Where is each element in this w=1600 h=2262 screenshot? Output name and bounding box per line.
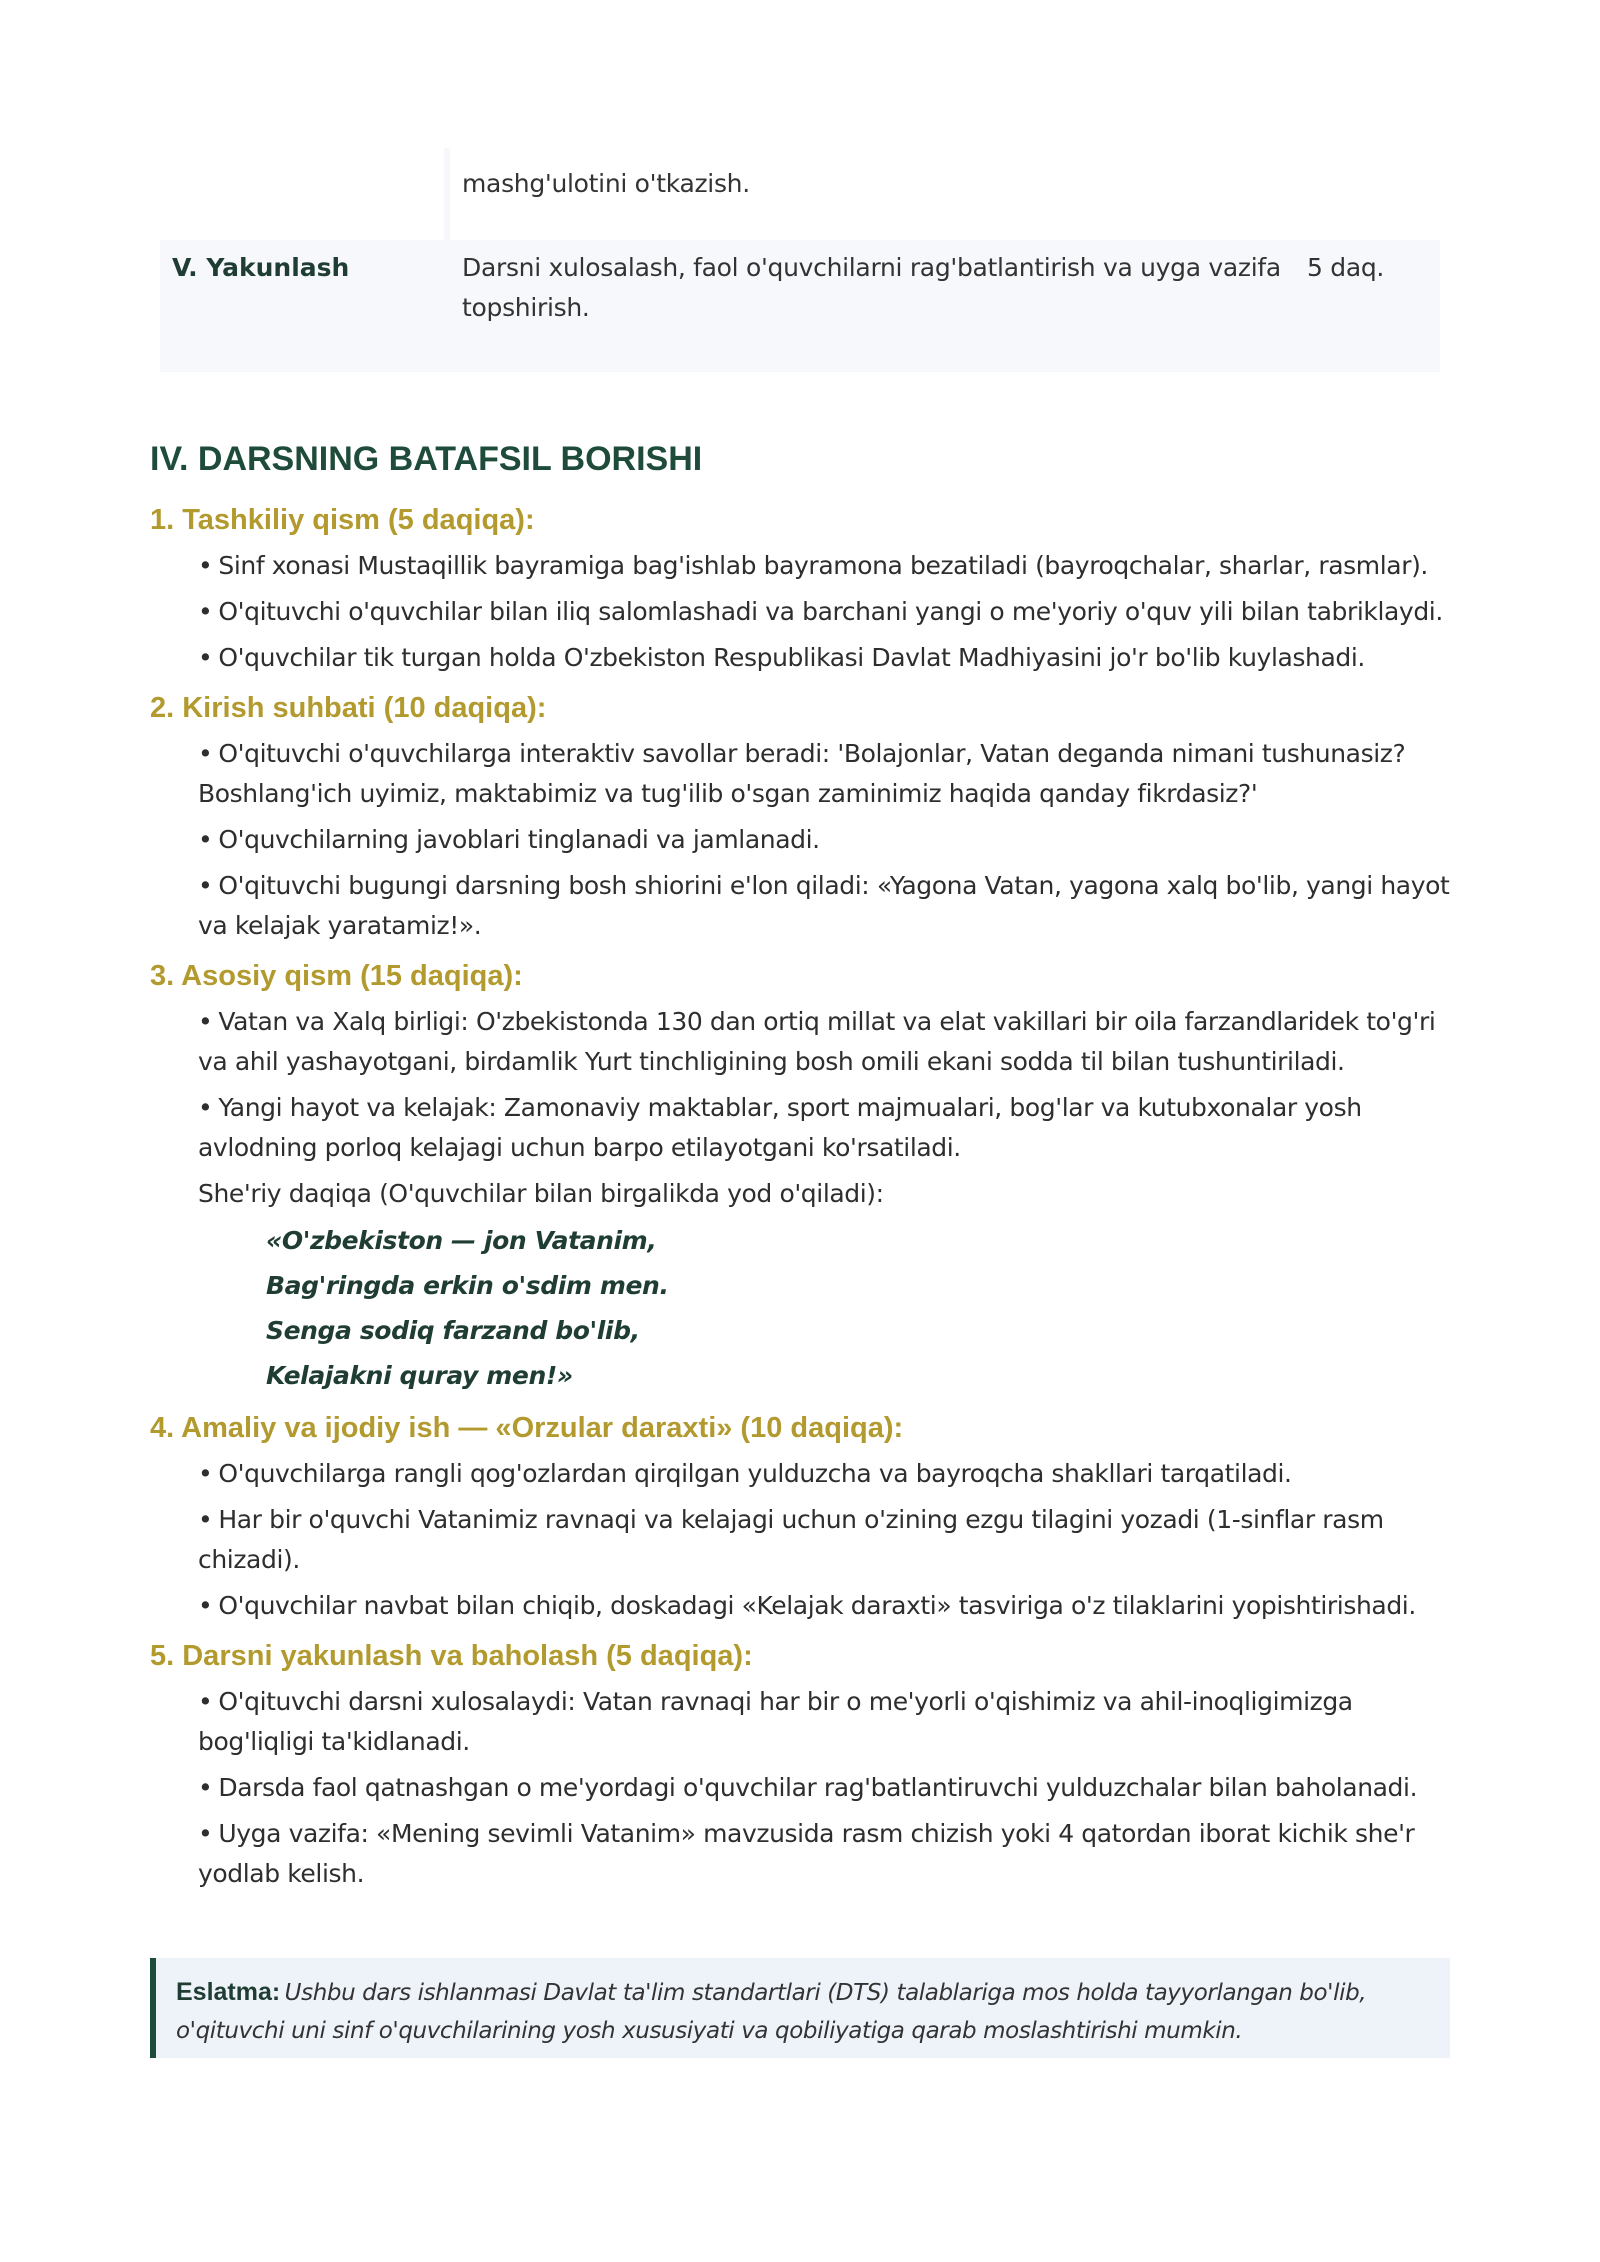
- part-heading: 3. Asosiy qism (15 daqiqa):: [150, 960, 523, 992]
- list-item: • Vatan va Xalq birligi: O'zbekistonda 130 dan ortiq millat va elat vakillari bir oila farzandlaridek to'g'ri va ahil yashayotgani, birdamlik Yurt tinchligining bosh omili ekani sodda til bilan tushuntiriladi.: [198, 1007, 1436, 1076]
- note-text: Ushbu dars ishlanmasi Davlat ta'lim standartlari (DTS) talablariga mos holda tayyorlangan bo'lib, o'qituvchi uni sinf o'quvchilarining yosh xususiyati va qobiliyatiga qarab moslashtirishi mumkin.: [176, 1980, 1367, 2044]
- part-introduction: [150, 688, 1450, 946]
- poem-line: Kelajakni quray men!»: [266, 1361, 573, 1390]
- list-item: • O'quvchilar tik turgan holda O'zbekiston Respublikasi Davlat Madhiyasini jo'r bo'lib kuylashadi.: [198, 643, 1365, 672]
- list-item: • Yangi hayot va kelajak: Zamonaviy maktablar, sport majmualari, bog'lar va kutubxonalar yosh avlodning porloq kelajagi uchun barpo etilayotgani ko'rsatiladi.: [198, 1093, 1362, 1162]
- table-cell-time: [1295, 148, 1440, 240]
- stage-name: V. Yakunlash: [172, 253, 350, 282]
- list-item: • O'qituvchi o'quvchilarga interaktiv savollar beradi: 'Bolajonlar, Vatan deganda nimani tushunasiz? Boshlang'ich uyimiz, maktabimiz va tug'ilib o'sgan zaminimiz haqida qanday fikrdasiz?': [198, 739, 1406, 808]
- lesson-procedure: [150, 500, 1450, 1904]
- part-practical: [150, 1408, 1450, 1626]
- table-row: [160, 148, 1440, 240]
- poem-intro: She'riy daqiqa (O'quvchilar bilan birgalikda yod o'qiladi):: [198, 1179, 884, 1208]
- list-item: • O'qituvchi darsni xulosalaydi: Vatan ravnaqi har bir o me'yorli o'qishimiz va ahil-inoqligimizga bog'liqligi ta'kidlanadi.: [198, 1687, 1353, 1756]
- part-heading: 2. Kirish suhbati (10 daqiqa):: [150, 692, 547, 724]
- table-cell-stage: [160, 248, 450, 288]
- part-main: [150, 956, 1450, 1398]
- list-item: • O'quvchilar navbat bilan chiqib, doskadagi «Kelajak daraxti» tasviriga o'z tilaklarini yopishtirishadi.: [198, 1591, 1416, 1620]
- note-box: [150, 1958, 1450, 2058]
- list-item: • O'quvchilarga rangli qog'ozlardan qirqilgan yulduzcha va bayroqcha shakllari tarqatiladi.: [198, 1459, 1292, 1488]
- table-row: [160, 240, 1440, 372]
- poem-line: Bag'ringda erkin o'sdim men.: [266, 1271, 669, 1300]
- poem-line: Senga sodiq farzand bo'lib,: [266, 1316, 640, 1345]
- list-item: • Uyga vazifa: «Mening sevimli Vatanim» mavzusida rasm chizish yoki 4 qatordan iborat kichik she'r yodlab kelish.: [198, 1819, 1415, 1888]
- list-item: • Har bir o'quvchi Vatanimiz ravnaqi va kelajagi uchun o'zining ezgu tilagini yozadi (1-sinflar rasm chizadi).: [198, 1505, 1384, 1574]
- list-item: • O'quvchilarning javoblari tinglanadi va jamlanadi.: [198, 825, 820, 854]
- part-organizational: [150, 500, 1450, 678]
- table-cell-time: 5 daq.: [1307, 253, 1385, 282]
- list-item: • O'qituvchi o'quvchilar bilan iliq salomlashadi va barchani yangi o me'yoriy o'quv yili bilan tabriklaydi.: [198, 597, 1443, 626]
- table-cell-content: mashg'ulotini o'tkazish.: [450, 148, 1295, 240]
- table-cell-content: Darsni xulosalash, faol o'quvchilarni rag'batlantirish va uyga vazifa topshirish.: [462, 253, 1281, 322]
- lesson-stages-table: [160, 148, 1440, 372]
- part-heading: 1. Tashkiliy qism (5 daqiqa):: [150, 504, 535, 536]
- list-item: • Darsda faol qatnashgan o me'yordagi o'quvchilar rag'batlantiruvchi yulduzchalar bilan baholanadi.: [198, 1773, 1418, 1802]
- note-label: Eslatma:: [176, 1978, 281, 2006]
- table-cell-stage: [160, 148, 450, 240]
- part-heading: 4. Amaliy va ijodiy ish — «Orzular daraxti» (10 daqiqa):: [150, 1412, 904, 1444]
- list-item: • O'qituvchi bugungi darsning bosh shiorini e'lon qiladi: «Yagona Vatan, yagona xalq bo'lib, yangi hayot va kelajak yaratamiz!».: [198, 871, 1450, 940]
- part-heading: 5. Darsni yakunlash va baholash (5 daqiqa):: [150, 1640, 753, 1672]
- poem: [266, 1218, 1450, 1398]
- poem-line: «O'zbekiston — jon Vatanim,: [266, 1226, 657, 1255]
- list-item: • Sinf xonasi Mustaqillik bayramiga bag'ishlab bayramona bezatiladi (bayroqchalar, sharlar, rasmlar).: [198, 551, 1428, 580]
- section-title: IV. DARSNING BATAFSIL BORISHI: [150, 440, 703, 478]
- part-conclusion: [150, 1636, 1450, 1894]
